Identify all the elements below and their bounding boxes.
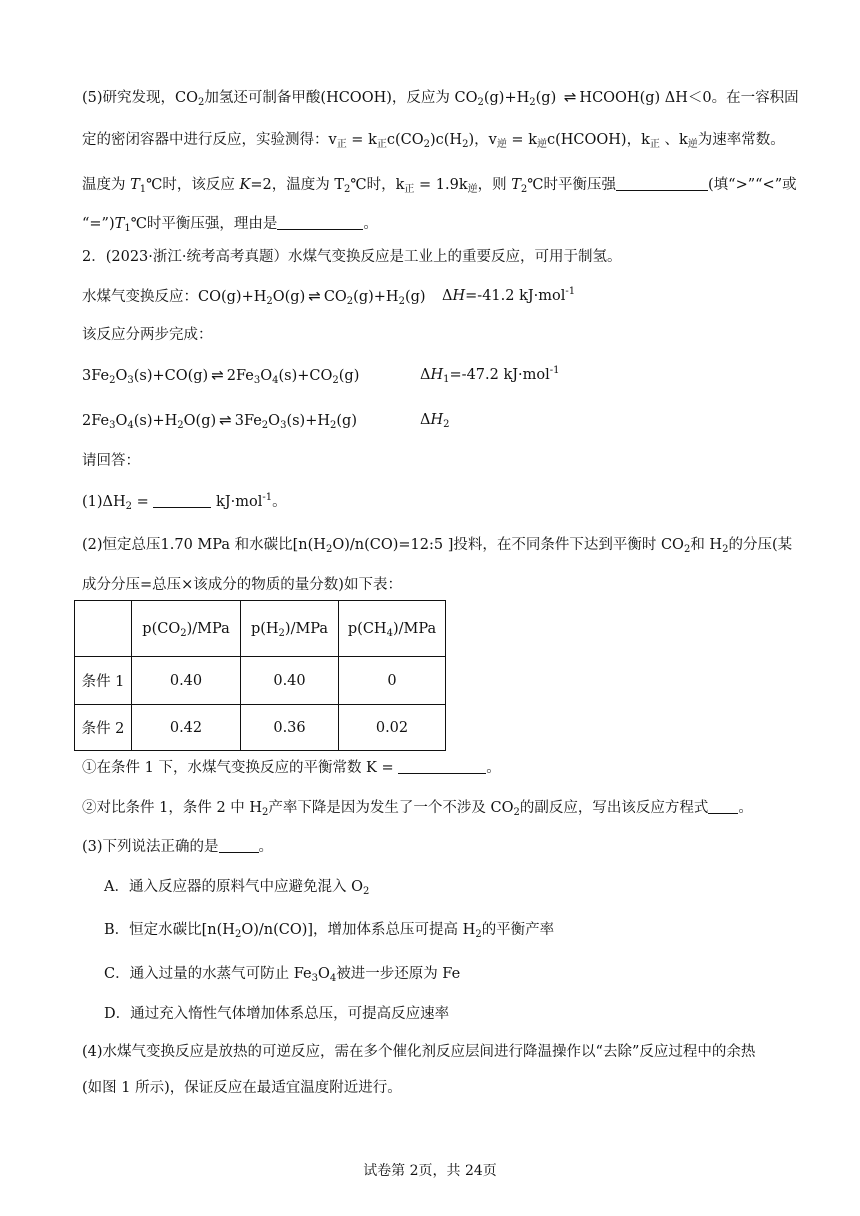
table-header-row bbox=[75, 601, 446, 657]
part-4-line-2: (如图 1 所示)，保证反应在最适宜温度附近进行。 bbox=[82, 1080, 402, 1096]
part-2-line-2: 成分分压=总压×该成分的物质的量分数)如下表： bbox=[82, 577, 402, 593]
header-ch4: $p(CH_4)$/MPa bbox=[339, 601, 446, 657]
shift-reaction: 水煤气变换反应：$CO(g)+H_2O(g)$ ⇌ $CO_2(g)+H_2(g)$ bbox=[82, 287, 426, 307]
table-cell: 0.40 bbox=[132, 657, 241, 705]
answer-blank[interactable] bbox=[398, 759, 486, 774]
equilibrium-arrow-icon: ⇌ bbox=[211, 366, 224, 384]
page-footer: 试卷第 2页，共 24页 bbox=[363, 1163, 497, 1179]
equilibrium-arrow-icon: ⇌ bbox=[563, 88, 577, 106]
option-b[interactable]: B．恒定水碳比$[n(H_2O)/n(CO)]$，增加体系总压可提高 $H_2$的平衡产率 bbox=[104, 922, 555, 940]
q5-line-2: 定的密闭容器中进行反应，实验测得：$v_正 = k_正c(CO_2)c(H_2)$，$v_逆$ = $k_逆c(HCOOH)$，$k_正$ 、$k_逆$为速率常数。 bbox=[82, 132, 785, 150]
step2-reaction: $2Fe_3O_4(s)+H_2O(g)$ ⇌ $3Fe_2O_3(s)+H_2(g)$ bbox=[82, 411, 357, 431]
step1-reaction: $3Fe_2O_3(s)+CO(g)$ ⇌ $2Fe_3O_4(s)+CO_2(g)$ bbox=[82, 366, 360, 386]
step1-enthalpy: $\Delta H_1=-47.2$ kJ·mol$^{-1}$ bbox=[420, 365, 560, 385]
table-cell: 0.42 bbox=[132, 705, 241, 751]
answer-blank[interactable] bbox=[708, 799, 738, 814]
table-corner-cell bbox=[75, 601, 132, 657]
answer-prompt: 请回答： bbox=[82, 453, 140, 469]
row-label: 条件 2 bbox=[75, 705, 132, 751]
answer-blank[interactable] bbox=[153, 493, 211, 508]
part-4-line-1: (4)水煤气变换反应是放热的可逆反应，需在多个催化剂反应层间进行降温操作以“去除”反应过程中的余热 bbox=[82, 1044, 756, 1060]
sub-question-2: ②对比条件 1，条件 2 中 $H_2$产率下降是因为发生了一个不涉及 $CO_2$的副反应，写出该反应方程式 。 bbox=[82, 800, 753, 818]
q5-line-3: 温度为 $T_1℃$时，该反应 K=2，温度为 $T_2℃$时，$k_正 = 1.9k_逆$，则 $T_2℃$时平衡压强 (填“>”“<”或 bbox=[82, 177, 797, 195]
shift-enthalpy: ΔH=-41.2 kJ·mol$^{-1}$ bbox=[442, 286, 576, 304]
header-h2: $p(H_2)$/MPa bbox=[241, 601, 339, 657]
option-d[interactable]: D．通过充入惰性气体增加体系总压，可提高反应速率 bbox=[104, 1006, 450, 1022]
row-label: 条件 1 bbox=[75, 657, 132, 705]
table-row bbox=[75, 705, 446, 751]
answer-blank[interactable] bbox=[277, 215, 363, 230]
table-cell: 0.36 bbox=[241, 705, 339, 751]
table-row bbox=[75, 657, 446, 705]
option-c[interactable]: C．通入过量的水蒸气可防止 $Fe_3O_4$被进一步还原为 Fe bbox=[104, 966, 461, 984]
option-a[interactable]: A．通入反应器的原料气中应避免混入 $O_2$ bbox=[104, 879, 370, 897]
equilibrium-arrow-icon: ⇌ bbox=[219, 411, 232, 429]
table-cell: 0 bbox=[339, 657, 446, 705]
q2-intro: 2．(2023·浙江·统考高考真题）水煤气变换反应是工业上的重要反应，可用于制氢。 bbox=[82, 249, 622, 265]
sub-question-1: ①在条件 1 下，水煤气变换反应的平衡常数 K = 。 bbox=[82, 760, 501, 776]
answer-blank[interactable] bbox=[616, 176, 708, 191]
equilibrium-arrow-icon: ⇌ bbox=[308, 287, 321, 305]
header-co2: $p(CO_2)$/MPa bbox=[132, 601, 241, 657]
table-cell: 0.02 bbox=[339, 705, 446, 751]
q5-line-1: (5)研究发现，$CO_2$加氢还可制备甲酸(HCOOH)，反应为 $CO_2(g)+H_2(g)$ ⇌ HCOOH(g) ΔH＜0。在一容积固 bbox=[82, 88, 799, 108]
q5-line-4: “$=”)T_1℃$时平衡压强，理由是 。 bbox=[82, 216, 378, 234]
table-cell: 0.40 bbox=[241, 657, 339, 705]
part-3: (3)下列说法正确的是 。 bbox=[82, 839, 274, 855]
two-step-text: 该反应分两步完成： bbox=[82, 327, 213, 343]
step2-enthalpy: $\Delta H_2$ bbox=[420, 412, 450, 430]
part-2-line-1: (2)恒定总压1.70 MPa 和水碳比[$n(H_2O)/n(CO)=12:5$ ]投料，在不同条件下达到平衡时 $CO_2$和 $H_2$的分压(某 bbox=[82, 537, 793, 555]
part-1: $(1)\Delta H_2 = kJ\cdot mol^{-1}$。 bbox=[82, 492, 287, 512]
partial-pressure-table bbox=[74, 600, 446, 751]
answer-blank[interactable] bbox=[219, 838, 259, 853]
